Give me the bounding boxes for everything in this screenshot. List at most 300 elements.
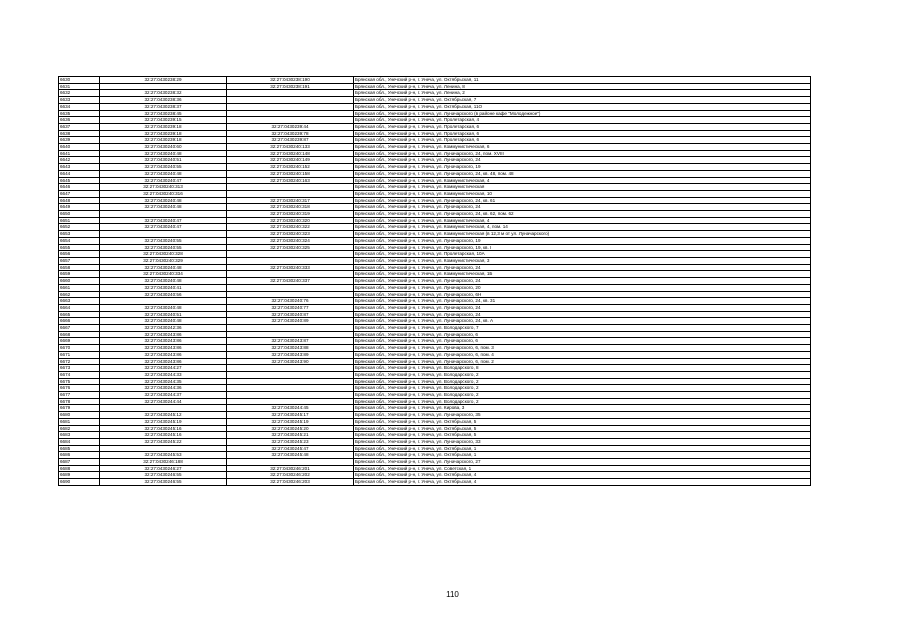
table-row (59, 331, 811, 338)
object-number-cell: 32:27:0430244:45 (227, 405, 354, 412)
object-number-cell: 32:27:0430240:152 (227, 164, 354, 171)
row-number-cell: 6632 (59, 90, 100, 97)
address-cell: Брянская обл., Унечский р-н, г. Унеча, ул. Октябрьская, 4 (354, 479, 811, 486)
address-cell: Брянская обл., Унечский р-н, г. Унеча, ул. Луначарского, 24, кв. А (354, 318, 811, 325)
row-number-cell: 6665 (59, 311, 100, 318)
row-number-cell: 6648 (59, 197, 100, 204)
table-row (59, 432, 811, 439)
object-number-cell (227, 284, 354, 291)
table-row (59, 211, 811, 218)
row-number-cell: 6638 (59, 130, 100, 137)
object-number-cell: 32:27:0430238:190 (227, 77, 354, 84)
row-number-cell: 6646 (59, 184, 100, 191)
object-number-cell: 32:27:0430240:318 (227, 204, 354, 211)
address-cell: Брянская обл., Унечский р-н, г. Унеча, ул. Октябрьская, 1 (354, 445, 811, 452)
table-row (59, 177, 811, 184)
table-row (59, 291, 811, 298)
address-cell: Брянская обл., Унечский р-н, г. Унеча, ул. Луначарского, 24 (354, 311, 811, 318)
parcel-number-cell: 32:27:0430240:41 (100, 284, 227, 291)
row-number-cell: 6635 (59, 110, 100, 117)
address-cell: Брянская обл., Унечский р-н, г. Унеча, ул. Луначарского, 24 (354, 264, 811, 271)
address-cell: Брянская обл., Унечский р-н, г. Унеча, ул. Луначарского, 6Н (354, 291, 811, 298)
address-cell: Брянская обл., Унечский р-н, г. Унеча, ул. Пролетарская, 6 (354, 137, 811, 144)
address-cell: Брянская обл., Унечский р-н, г. Унеча, ул. Луначарского, 27 (354, 459, 811, 466)
row-number-cell: 6688 (59, 465, 100, 472)
object-number-cell: 32:27:0430246:203 (227, 479, 354, 486)
row-number-cell: 6684 (59, 438, 100, 445)
address-cell: Брянская обл., Унечский р-н, г. Унеча, ул. Коммунистическая, 1Б (354, 271, 811, 278)
address-cell: Брянская обл., Унечский р-н, г. Унеча, ул. Луначарского, 6 (354, 338, 811, 345)
parcel-number-cell (100, 405, 227, 412)
parcel-number-cell: 32:27:0430239:15 (100, 117, 227, 124)
row-number-cell: 6649 (59, 204, 100, 211)
object-number-cell: 32:27:0430243:88 (227, 345, 354, 352)
parcel-number-cell: 32:27:0430240:47 (100, 224, 227, 231)
object-number-cell: 32:27:0430240:77 (227, 304, 354, 311)
parcel-number-cell: 32:27:0430240:48 (100, 264, 227, 271)
address-cell: Брянская обл., Унечский р-н, г. Унеча, ул. Коммунистическая (в 12,3 м от ул. Луначарского) (354, 231, 811, 238)
table-row (59, 351, 811, 358)
row-number-cell: 6690 (59, 479, 100, 486)
table-row (59, 452, 811, 459)
address-cell: Брянская обл., Унечский р-н, г. Унеча, ул. Луначарского, 6 (354, 331, 811, 338)
address-cell: Брянская обл., Унечский р-н, г. Унеча, ул. Октябрьская, 1 (354, 452, 811, 459)
table-row (59, 244, 811, 251)
row-number-cell: 6630 (59, 77, 100, 84)
table-row (59, 184, 811, 191)
table-row (59, 257, 811, 264)
parcel-number-cell: 32:27:0430240:334 (100, 271, 227, 278)
parcel-number-cell: 32:27:0430244:44 (100, 398, 227, 405)
row-number-cell: 6652 (59, 224, 100, 231)
address-cell: Брянская обл., Унечский р-н, г. Унеча, ул. Володарского, 2 (354, 371, 811, 378)
object-number-cell: 32:27:0430239:44 (227, 123, 354, 130)
address-cell: Брянская обл., Унечский р-н, г. Унеча, ул. Луначарского, 24, кв. 62, пом. 62 (354, 211, 811, 218)
parcel-number-cell: 32:27:0430238:29 (100, 77, 227, 84)
row-number-cell: 6647 (59, 190, 100, 197)
address-cell: Брянская обл., Унечский р-н, г. Унеча, ул. Октябрьская, 11О (354, 103, 811, 110)
object-number-cell: 32:27:0430245:17 (227, 412, 354, 419)
page-number: 110 (446, 590, 459, 599)
object-number-cell: 32:27:0430240:133 (227, 144, 354, 151)
parcel-number-cell: 32:27:0430240:51 (100, 157, 227, 164)
object-number-cell (227, 325, 354, 332)
row-number-cell: 6659 (59, 271, 100, 278)
table-row (59, 204, 811, 211)
parcel-number-cell: 32:27:0430240:48 (100, 204, 227, 211)
parcel-number-cell: 32:27:0430238:32 (100, 90, 227, 97)
address-cell: Брянская обл., Унечский р-н, г. Унеча, ул. Советская, 1 (354, 465, 811, 472)
row-number-cell: 6637 (59, 123, 100, 130)
address-cell: Брянская обл., Унечский р-н, г. Унеча, ул. Володарского, 2 (354, 392, 811, 399)
table-row (59, 284, 811, 291)
table-row (59, 479, 811, 486)
address-cell: Брянская обл., Унечский р-н, г. Унеча, ул. Октябрьская, 4 (354, 472, 811, 479)
parcel-number-cell: 32:27:0430246:27 (100, 465, 227, 472)
row-number-cell: 6631 (59, 83, 100, 90)
address-cell: Брянская обл., Унечский р-н, г. Унеча, ул. Пролетарская, 4 (354, 117, 811, 124)
row-number-cell: 6656 (59, 251, 100, 258)
table-row (59, 144, 811, 151)
row-number-cell: 6671 (59, 351, 100, 358)
parcel-number-cell: 32:27:0430245:19 (100, 418, 227, 425)
object-number-cell: 32:27:0430246:202 (227, 472, 354, 479)
parcel-number-cell: 32:27:0430243:86 (100, 345, 227, 352)
object-number-cell (227, 378, 354, 385)
row-number-cell: 6681 (59, 418, 100, 425)
parcel-number-cell: 32:27:0430240:48 (100, 304, 227, 311)
table-row (59, 425, 811, 432)
address-cell: Брянская обл., Унечский р-н, г. Унеча, ул. Луначарского, 6, пом. 2 (354, 358, 811, 365)
parcel-number-cell: 32:27:0430240:47 (100, 177, 227, 184)
parcel-number-cell: 32:27:0430240:48 (100, 197, 227, 204)
object-number-cell: 32:27:0430240:317 (227, 197, 354, 204)
table-row (59, 117, 811, 124)
object-number-cell (227, 371, 354, 378)
address-cell: Брянская обл., Унечский р-н, г. Унеча, ул. Луначарского, 24 (354, 304, 811, 311)
parcel-number-cell: 32:27:0430240:329 (100, 257, 227, 264)
parcel-number-cell: 32:27:0430240:316 (100, 190, 227, 197)
object-number-cell: 32:27:0430240:325 (227, 244, 354, 251)
table-row (59, 472, 811, 479)
table-row (59, 197, 811, 204)
parcel-number-cell: 32:27:0430244:35 (100, 378, 227, 385)
table-row (59, 358, 811, 365)
parcel-number-cell (100, 445, 227, 452)
object-number-cell (227, 398, 354, 405)
object-number-cell (227, 103, 354, 110)
object-number-cell (227, 331, 354, 338)
address-cell: Брянская обл., Унечский р-н, г. Унеча, ул. Коммунистическая, 4 (354, 217, 811, 224)
address-cell: Брянская обл., Унечский р-н, г. Унеча, ул. Пролетарская, 6 (354, 130, 811, 137)
object-number-cell: 32:27:0430239:87 (227, 137, 354, 144)
row-number-cell: 6686 (59, 452, 100, 459)
parcel-number-cell: 32:27:0430244:36 (100, 385, 227, 392)
row-number-cell: 6663 (59, 298, 100, 305)
parcel-number-cell: 32:27:0430239:18 (100, 137, 227, 144)
address-cell: Брянская обл., Унечский р-н, г. Унеча, ул. Луначарского (в районе кафе "Молодежное") (354, 110, 811, 117)
table-row (59, 345, 811, 352)
parcel-number-cell: 32:27:0430240:55 (100, 244, 227, 251)
table-row (59, 237, 811, 244)
row-number-cell: 6662 (59, 291, 100, 298)
parcel-number-cell: 32:27:0430240:48 (100, 318, 227, 325)
object-number-cell (227, 117, 354, 124)
table-row (59, 278, 811, 285)
table-row (59, 338, 811, 345)
parcel-number-cell: 32:27:0430243:86 (100, 351, 227, 358)
row-number-cell: 6667 (59, 325, 100, 332)
object-number-cell: 32:27:0430245:48 (227, 452, 354, 459)
table-row (59, 445, 811, 452)
object-number-cell: 32:27:0430240:319 (227, 211, 354, 218)
object-number-cell (227, 90, 354, 97)
table-row (59, 465, 811, 472)
parcel-number-cell: 32:27:0430245:12 (100, 412, 227, 419)
parcel-number-cell (100, 83, 227, 90)
row-number-cell: 6682 (59, 425, 100, 432)
row-number-cell: 6679 (59, 405, 100, 412)
object-number-cell: 32:27:0430240:76 (227, 298, 354, 305)
row-number-cell: 6675 (59, 378, 100, 385)
object-number-cell: 32:27:0430245:23 (227, 438, 354, 445)
row-number-cell: 6678 (59, 398, 100, 405)
object-number-cell: 32:27:0430245:19 (227, 418, 354, 425)
table-row (59, 298, 811, 305)
object-number-cell: 32:27:0430240:322 (227, 224, 354, 231)
parcel-number-cell: 32:27:0430246:55 (100, 472, 227, 479)
address-cell: Брянская обл., Унечский р-н, г. Унеча, ул. Луначарского, 24, кв. 61 (354, 197, 811, 204)
object-number-cell: 32:27:0430240:323 (227, 231, 354, 238)
parcel-number-cell: 32:27:0430244:33 (100, 371, 227, 378)
table-row (59, 110, 811, 117)
parcel-number-cell: 32:27:0430240:48 (100, 278, 227, 285)
address-cell: Брянская обл., Унечский р-н, г. Унеча, ул. Луначарского, 24 (354, 157, 811, 164)
table-row (59, 164, 811, 171)
object-number-cell: 32:27:0430240:87 (227, 311, 354, 318)
address-cell: Брянская обл., Унечский р-н, г. Унеча, ул. Коммунистическая, 6 (354, 144, 811, 151)
registry-table (58, 76, 811, 486)
row-number-cell: 6676 (59, 385, 100, 392)
address-cell: Брянская обл., Унечский р-н, г. Унеча, ул. Пролетарская, 6 (354, 123, 811, 130)
parcel-number-cell: 32:27:0430243:86 (100, 338, 227, 345)
table-row (59, 398, 811, 405)
object-number-cell (227, 392, 354, 399)
address-cell: Брянская обл., Унечский р-н, г. Унеча, ул. Луначарского, 24, пом. XVIII (354, 150, 811, 157)
row-number-cell: 6670 (59, 345, 100, 352)
table-row (59, 217, 811, 224)
row-number-cell: 6644 (59, 170, 100, 177)
parcel-number-cell: 32:27:0430240:328 (100, 251, 227, 258)
table-row (59, 157, 811, 164)
address-cell: Брянская обл., Унечский р-н, г. Унеча, ул. Володарского, 2 (354, 378, 811, 385)
address-cell: Брянская обл., Унечский р-н, г. Унеча, ул. Октябрьская, 5 (354, 432, 811, 439)
parcel-number-cell: 32:27:0430240:51 (100, 311, 227, 318)
address-cell: Брянская обл., Унечский р-н, г. Унеча, ул. Володарского, 8 (354, 365, 811, 372)
table-row (59, 311, 811, 318)
parcel-number-cell: 32:27:0430243:86 (100, 331, 227, 338)
object-number-cell: 32:27:0430238:191 (227, 83, 354, 90)
address-cell: Брянская обл., Унечский р-н, г. Унеча, ул. Ленина, 8 (354, 83, 811, 90)
row-number-cell: 6660 (59, 278, 100, 285)
object-number-cell: 32:27:0430245:47 (227, 445, 354, 452)
row-number-cell: 6640 (59, 144, 100, 151)
table-row (59, 438, 811, 445)
parcel-number-cell: 32:27:0430246:55 (100, 479, 227, 486)
parcel-number-cell: 32:27:0430238:36 (100, 97, 227, 104)
table-row (59, 190, 811, 197)
table-row (59, 318, 811, 325)
address-cell: Брянская обл., Унечский р-н, г. Унеча, ул. Октябрьская, 5 (354, 418, 811, 425)
address-cell: Брянская обл., Унечский р-н, г. Унеча, ул. Луначарского, 24, кв. 48, пом. 48 (354, 170, 811, 177)
parcel-number-cell: 32:27:0430239:18 (100, 130, 227, 137)
address-cell: Брянская обл., Унечский р-н, г. Унеча, ул. Луначарского, 33 (354, 438, 811, 445)
address-cell: Брянская обл., Унечский р-н, г. Унеча, ул. Луначарского, 6, пом. 3 (354, 345, 811, 352)
object-number-cell: 32:27:0430239:78 (227, 130, 354, 137)
address-cell: Брянская обл., Унечский р-н, г. Унеча, ул. Луначарского, 24 (354, 278, 811, 285)
row-number-cell: 6673 (59, 365, 100, 372)
row-number-cell: 6668 (59, 331, 100, 338)
row-number-cell: 6653 (59, 231, 100, 238)
address-cell: Брянская обл., Унечский р-н, г. Унеча, ул. Луначарского, 19 (354, 237, 811, 244)
parcel-number-cell: 32:27:0430245:53 (100, 452, 227, 459)
table-row (59, 264, 811, 271)
address-cell: Брянская обл., Унечский р-н, г. Унеча, ул. Коммунистическая, 4, пом. 14 (354, 224, 811, 231)
object-number-cell: 32:27:0430240:158 (227, 170, 354, 177)
row-number-cell: 6687 (59, 459, 100, 466)
object-number-cell: 32:27:0430245:21 (227, 432, 354, 439)
address-cell: Брянская обл., Унечский р-н, г. Унеча, ул. Октябрьская, 7 (354, 97, 811, 104)
parcel-number-cell (100, 298, 227, 305)
address-cell: Брянская обл., Унечский р-н, г. Унеча, ул. Коммунистическая, 4 (354, 177, 811, 184)
parcel-number-cell: 32:27:0430245:16 (100, 425, 227, 432)
parcel-number-cell: 32:27:0430240:56 (100, 291, 227, 298)
table-row (59, 271, 811, 278)
row-number-cell: 6672 (59, 358, 100, 365)
object-number-cell: 32:27:0430240:148 (227, 150, 354, 157)
object-number-cell: 32:27:0430240:163 (227, 177, 354, 184)
row-number-cell: 6683 (59, 432, 100, 439)
row-number-cell: 6650 (59, 211, 100, 218)
object-number-cell (227, 365, 354, 372)
address-cell: Брянская обл., Унечский р-н, г. Унеча, ул. Володарского, 7 (354, 325, 811, 332)
object-number-cell: 32:27:0430240:324 (227, 237, 354, 244)
object-number-cell (227, 271, 354, 278)
parcel-number-cell: 32:27:0430240:313 (100, 184, 227, 191)
object-number-cell (227, 291, 354, 298)
parcel-number-cell: 32:27:0430240:55 (100, 164, 227, 171)
row-number-cell: 6643 (59, 164, 100, 171)
row-number-cell: 6666 (59, 318, 100, 325)
parcel-number-cell: 32:27:0430238:37 (100, 103, 227, 110)
object-number-cell (227, 251, 354, 258)
parcel-number-cell: 32:27:0430242:36 (100, 325, 227, 332)
address-cell: Брянская обл., Унечский р-н, г. Унеча, ул. Луначарского, 19, кв. I (354, 244, 811, 251)
table-row (59, 97, 811, 104)
address-cell: Брянская обл., Унечский р-н, г. Унеча, ул. Володарского, 2 (354, 398, 811, 405)
row-number-cell: 6661 (59, 284, 100, 291)
parcel-number-cell: 32:27:0430240:48 (100, 170, 227, 177)
row-number-cell: 6655 (59, 244, 100, 251)
object-number-cell: 32:27:0430243:90 (227, 358, 354, 365)
object-number-cell (227, 257, 354, 264)
address-cell: Брянская обл., Унечский р-н, г. Унеча, ул. Володарского, 2 (354, 385, 811, 392)
parcel-number-cell: 32:27:0430244:27 (100, 365, 227, 372)
table-row (59, 459, 811, 466)
row-number-cell: 6664 (59, 304, 100, 311)
parcel-number-cell: 32:27:0430240:60 (100, 144, 227, 151)
row-number-cell: 6654 (59, 237, 100, 244)
row-number-cell: 6674 (59, 371, 100, 378)
object-number-cell (227, 385, 354, 392)
object-number-cell: 32:27:0430240:89 (227, 318, 354, 325)
parcel-number-cell: 32:27:0430240:48 (100, 150, 227, 157)
registry-table-body (59, 77, 811, 486)
address-cell: Брянская обл., Унечский р-н, г. Унеча, ул. Коммунистическая, 3 (354, 257, 811, 264)
address-cell: Брянская обл., Унечский р-н, г. Унеча, ул. Ленина, 2 (354, 90, 811, 97)
table-row (59, 365, 811, 372)
object-number-cell: 32:27:0430240:333 (227, 264, 354, 271)
parcel-number-cell: 32:27:0430239:18 (100, 123, 227, 130)
row-number-cell: 6680 (59, 412, 100, 419)
table-row (59, 77, 811, 84)
parcel-number-cell: 32:27:0430240:55 (100, 237, 227, 244)
row-number-cell: 6642 (59, 157, 100, 164)
parcel-number-cell (100, 211, 227, 218)
address-cell: Брянская обл., Унечский р-н, г. Унеча, ул. Октябрьская, 11 (354, 77, 811, 84)
object-number-cell (227, 190, 354, 197)
row-number-cell: 6689 (59, 472, 100, 479)
table-row (59, 224, 811, 231)
address-cell: Брянская обл., Унечский р-н, г. Унеча, ул. Коммунистическая, 10 (354, 190, 811, 197)
table-row (59, 385, 811, 392)
object-number-cell: 32:27:0430246:201 (227, 465, 354, 472)
row-number-cell: 6685 (59, 445, 100, 452)
address-cell: Брянская обл., Унечский р-н, г. Унеча, ул. Луначарского, 19 (354, 164, 811, 171)
parcel-number-cell: 32:27:0430246:188 (100, 459, 227, 466)
address-cell: Брянская обл., Унечский р-н, г. Унеча, ул. Луначарского, 20 (354, 284, 811, 291)
table-row (59, 170, 811, 177)
parcel-number-cell: 32:27:0430238:45 (100, 110, 227, 117)
object-number-cell (227, 184, 354, 191)
address-cell: Брянская обл., Унечский р-н, г. Унеча, ул. Кирова, 3 (354, 405, 811, 412)
row-number-cell: 6651 (59, 217, 100, 224)
table-row (59, 418, 811, 425)
table-row (59, 392, 811, 399)
table-row (59, 304, 811, 311)
row-number-cell: 6636 (59, 117, 100, 124)
table-row (59, 150, 811, 157)
row-number-cell: 6657 (59, 257, 100, 264)
table-row (59, 123, 811, 130)
row-number-cell: 6645 (59, 177, 100, 184)
row-number-cell: 6677 (59, 392, 100, 399)
table-row (59, 405, 811, 412)
table-row (59, 83, 811, 90)
row-number-cell: 6634 (59, 103, 100, 110)
parcel-number-cell (100, 231, 227, 238)
row-number-cell: 6658 (59, 264, 100, 271)
address-cell: Брянская обл., Унечский р-н, г. Унеча, ул. Пролетарская, 10А (354, 251, 811, 258)
object-number-cell (227, 97, 354, 104)
object-number-cell: 32:27:0430243:89 (227, 351, 354, 358)
table-row (59, 371, 811, 378)
table-row (59, 325, 811, 332)
address-cell: Брянская обл., Унечский р-н, г. Унеча, ул. Луначарского, 35 (354, 412, 811, 419)
row-number-cell: 6639 (59, 137, 100, 144)
object-number-cell (227, 110, 354, 117)
address-cell: Брянская обл., Унечский р-н, г. Унеча, ул. Луначарского, 24 (354, 204, 811, 211)
object-number-cell: 32:27:0430243:87 (227, 338, 354, 345)
table-row (59, 90, 811, 97)
table-row (59, 103, 811, 110)
object-number-cell (227, 459, 354, 466)
table-row (59, 130, 811, 137)
table-row (59, 251, 811, 258)
table-row (59, 231, 811, 238)
object-number-cell: 32:27:0430240:337 (227, 278, 354, 285)
parcel-number-cell: 32:27:0430245:22 (100, 438, 227, 445)
parcel-number-cell: 32:27:0430240:47 (100, 217, 227, 224)
address-cell: Брянская обл., Унечский р-н, г. Унеча, ул. Луначарского, 6, пом. 4 (354, 351, 811, 358)
object-number-cell: 32:27:0430240:149 (227, 157, 354, 164)
row-number-cell: 6669 (59, 338, 100, 345)
table-row (59, 378, 811, 385)
parcel-number-cell: 32:27:0430244:37 (100, 392, 227, 399)
address-cell: Брянская обл., Унечский р-н, г. Унеча, ул. Луначарского, 24, кв. 31 (354, 298, 811, 305)
row-number-cell: 6641 (59, 150, 100, 157)
parcel-number-cell: 32:27:0430245:16 (100, 432, 227, 439)
